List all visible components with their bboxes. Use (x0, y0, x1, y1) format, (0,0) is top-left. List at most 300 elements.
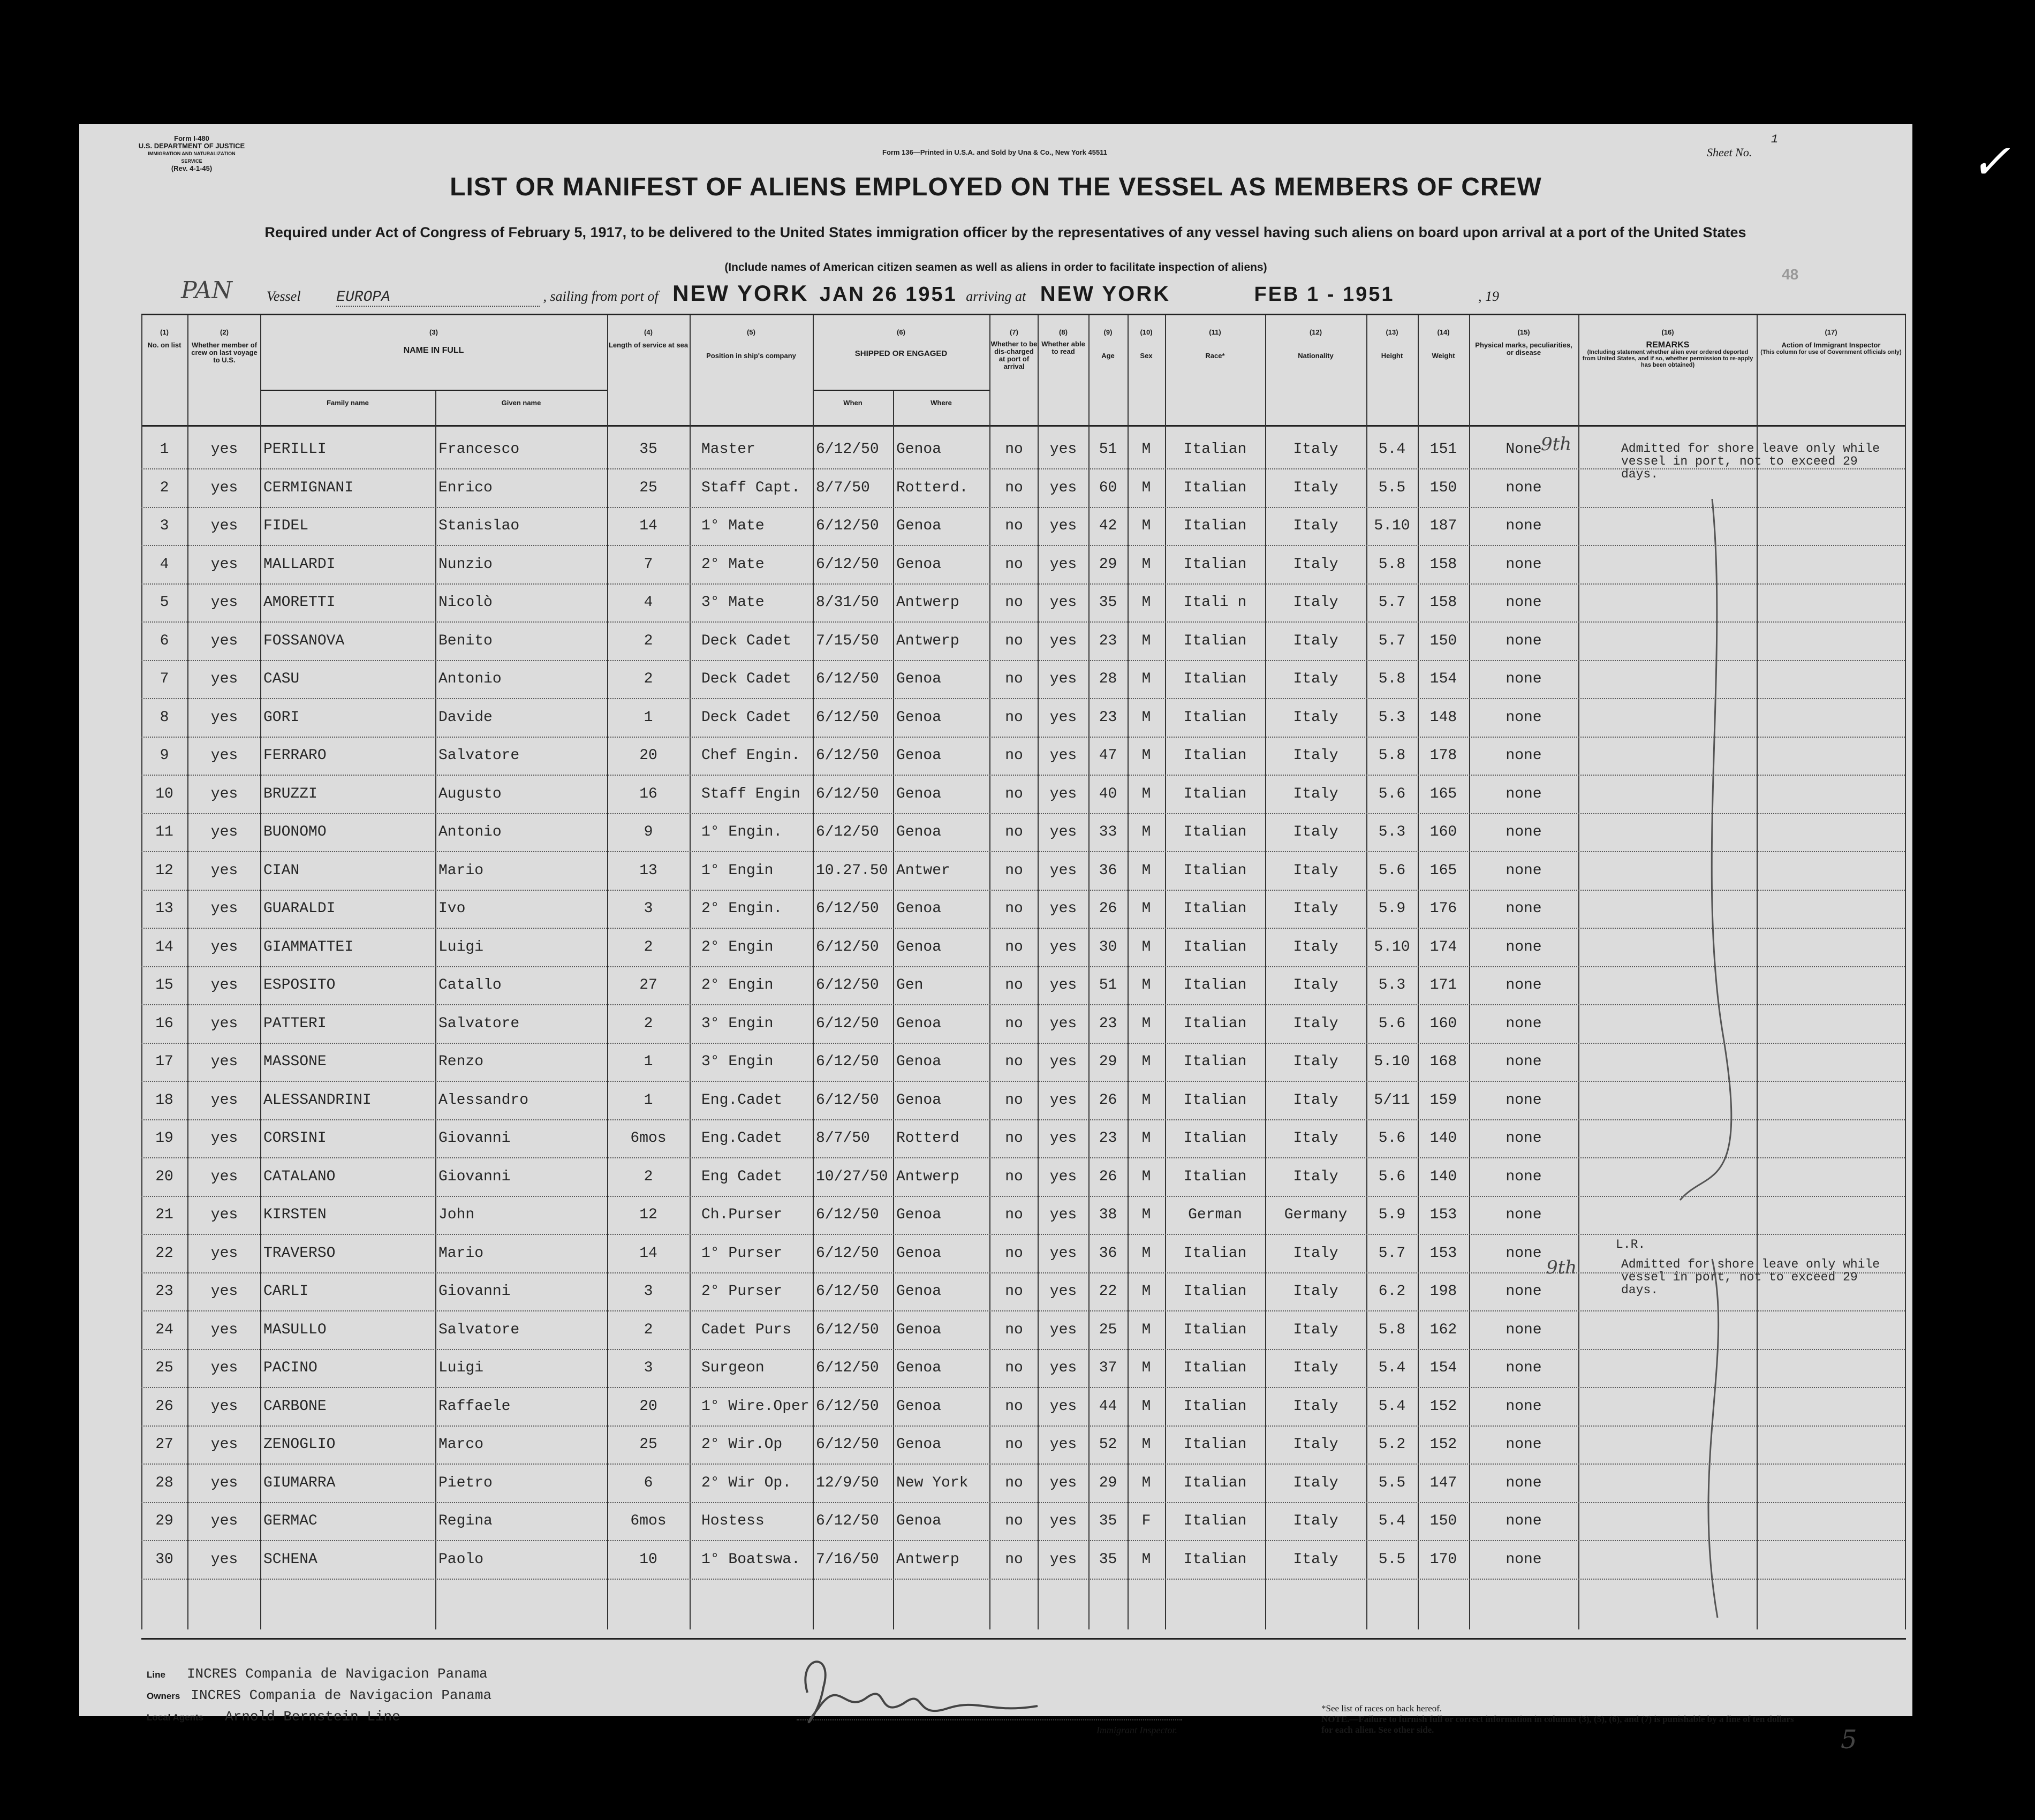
col-header-action (1759, 329, 1903, 355)
cell-discharged: no (1005, 709, 1023, 726)
cell-height: 5.4 (1378, 441, 1406, 458)
cell-discharged: no (1005, 1207, 1023, 1223)
cell-age: 22 (1099, 1283, 1117, 1300)
col-header-discharged (990, 329, 1038, 370)
cell-shipped-when: 6/12/50 (816, 1245, 879, 1262)
cell-shipped-where: Antwer (896, 862, 950, 879)
cell-service-length: 14 (639, 1245, 657, 1262)
cell-prev-voyage: yes (210, 1245, 238, 1262)
cell-nationality: Italy (1293, 900, 1338, 917)
cell-discharged: no (1005, 1474, 1023, 1491)
cell-service-length: 2 (644, 1321, 653, 1338)
cell-prev-voyage: yes (210, 1168, 238, 1185)
cell-sex: M (1141, 747, 1151, 764)
col-label: Sex (1140, 352, 1153, 360)
table-row (141, 928, 1905, 967)
cell-shipped-when: 6/12/50 (816, 1283, 879, 1300)
footnotes (1321, 1703, 1803, 1735)
cell-height: 5.5 (1378, 479, 1406, 496)
cell-discharged: no (1005, 938, 1023, 956)
cell-nationality: Italy (1293, 1360, 1338, 1376)
cell-shipped-where: New York (896, 1474, 969, 1491)
cell-nationality: Italy (1293, 785, 1338, 802)
col-header-when: When (843, 399, 863, 407)
cell-shipped-where: Genoa (896, 1207, 942, 1223)
cell-shipped-where: Genoa (896, 1053, 942, 1070)
manifest-sheet (79, 124, 1912, 1755)
cell-age: 35 (1099, 594, 1117, 611)
cell-weight: 198 (1429, 1283, 1457, 1300)
header-bottom-rule (141, 425, 1906, 427)
cell-prev-voyage: yes (210, 1360, 238, 1376)
cell-race: Italian (1183, 556, 1247, 573)
cell-family-name: CORSINI (263, 1130, 327, 1147)
cell-service-length: 2 (644, 938, 653, 956)
cell-sex: M (1141, 1053, 1151, 1070)
cell-able-to-read: yes (1049, 977, 1077, 994)
cell-nationality: Italy (1293, 709, 1338, 726)
cell-list-number: 13 (155, 900, 173, 917)
cell-given-name: Stanislao (438, 518, 520, 534)
cell-shipped-where: Genoa (896, 824, 942, 840)
table-row (141, 545, 1905, 585)
cell-race: Italian (1183, 747, 1247, 764)
cell-weight: 159 (1429, 1091, 1457, 1109)
cell-given-name: Giovanni (438, 1130, 511, 1147)
col-label: Action of Immigrant Inspector (1781, 341, 1881, 349)
cell-sex: M (1141, 1015, 1151, 1032)
form-header-block (138, 135, 245, 172)
cell-sex: M (1141, 1168, 1151, 1185)
cell-list-number: 28 (155, 1474, 173, 1491)
cell-physical-marks: none (1506, 1436, 1542, 1453)
cell-position: Staff Capt. (701, 479, 800, 496)
cell-shipped-where: Genoa (896, 1436, 942, 1453)
col-num: (15) (1517, 328, 1530, 336)
cell-physical-marks: none (1506, 709, 1542, 726)
col-num: (9) (1103, 328, 1113, 336)
cell-sex: M (1141, 556, 1151, 573)
cell-race: Italian (1183, 900, 1247, 917)
cell-given-name: Luigi (438, 938, 484, 956)
cell-weight: 147 (1429, 1474, 1457, 1491)
page-mark-bottom: 5 (1841, 1725, 1857, 1755)
cell-discharged: no (1005, 1360, 1023, 1376)
cell-service-length: 9 (644, 824, 653, 840)
cell-given-name: Luigi (438, 1360, 484, 1376)
col-label: Height (1381, 352, 1403, 360)
table-row (141, 622, 1905, 661)
cell-shipped-when: 6/12/50 (816, 1513, 879, 1529)
cell-physical-marks: none (1506, 1053, 1542, 1070)
col-header-no (141, 329, 187, 349)
cell-list-number: 23 (155, 1283, 173, 1300)
cell-height: 5.7 (1378, 1245, 1406, 1262)
cell-shipped-when: 10/27/50 (816, 1168, 888, 1185)
cell-weight: 153 (1429, 1245, 1457, 1262)
cell-height: 5.6 (1378, 1015, 1406, 1032)
cell-shipped-when: 12/9/50 (816, 1474, 879, 1491)
sheet-value: 1 (1771, 133, 1779, 146)
cell-family-name: CARLI (263, 1283, 309, 1300)
col-header-given: Given name (501, 399, 541, 407)
cell-physical-marks: none (1506, 1091, 1542, 1109)
cell-nationality: Italy (1293, 1513, 1338, 1529)
cell-age: 23 (1099, 1015, 1117, 1032)
col-num: (1) (160, 328, 169, 336)
cell-service-length: 1 (644, 1053, 653, 1070)
cell-discharged: no (1005, 824, 1023, 840)
agents-value: Arnold Bernstein Line (225, 1709, 400, 1725)
cell-physical-marks: none (1506, 900, 1542, 917)
cell-height: 5.3 (1378, 977, 1406, 994)
col-label: Physical marks, peculiarities, or disease (1475, 341, 1572, 357)
cell-discharged: no (1005, 1168, 1023, 1185)
cell-list-number: 30 (155, 1551, 173, 1568)
col-label: No. on list (147, 341, 181, 349)
cell-sex: M (1141, 862, 1151, 879)
cell-race: Italian (1183, 938, 1247, 956)
col-header-age (1088, 329, 1128, 360)
cell-able-to-read: yes (1049, 1283, 1077, 1300)
cell-given-name: Pietro (438, 1474, 493, 1491)
cell-height: 6.2 (1378, 1283, 1406, 1300)
cell-family-name: PATTERI (263, 1015, 327, 1032)
table-row (141, 852, 1905, 891)
cell-nationality: Italy (1293, 441, 1338, 458)
cell-shipped-when: 7/15/50 (816, 632, 879, 649)
race-footnote: *See list of races on back hereof. (1321, 1703, 1442, 1713)
cell-able-to-read: yes (1049, 479, 1077, 496)
cell-given-name: Mario (438, 862, 484, 879)
cell-position: Eng.Cadet (701, 1130, 783, 1147)
cell-age: 33 (1099, 824, 1117, 840)
cell-height: 5.2 (1378, 1436, 1406, 1453)
cell-shipped-where: Genoa (896, 671, 942, 687)
cell-shipped-when: 6/12/50 (816, 824, 879, 840)
table-row (141, 699, 1905, 738)
cell-sex: M (1141, 632, 1151, 649)
col-num: (16) (1661, 328, 1674, 336)
cell-service-length: 7 (644, 556, 653, 573)
cell-age: 40 (1099, 785, 1117, 802)
cell-race: Itali n (1183, 594, 1247, 611)
cell-sex: M (1141, 441, 1151, 458)
cell-sex: M (1141, 1474, 1151, 1491)
cell-nationality: Italy (1293, 938, 1338, 956)
cell-shipped-where: Antwerp (896, 594, 959, 611)
cell-prev-voyage: yes (210, 671, 238, 687)
cell-shipped-where: Genoa (896, 1015, 942, 1032)
cell-physical-marks: none (1506, 1551, 1542, 1568)
col-rule (1905, 315, 1906, 1629)
cell-race: Italian (1183, 824, 1247, 840)
cell-shipped-when: 6/12/50 (816, 747, 879, 764)
cell-position: 2° Wir Op. (701, 1474, 792, 1491)
cell-shipped-when: 6/12/50 (816, 1053, 879, 1070)
cell-position: 3° Engin (701, 1053, 774, 1070)
cell-physical-marks: none (1506, 824, 1542, 840)
cell-given-name: Enrico (438, 479, 493, 496)
table-row (141, 1043, 1905, 1082)
cell-physical-marks: none (1506, 1245, 1542, 1262)
table-row (141, 1311, 1905, 1350)
cell-prev-voyage: yes (210, 977, 238, 994)
cell-list-number: 3 (160, 518, 169, 534)
cell-weight: 168 (1429, 1053, 1457, 1070)
cell-prev-voyage: yes (210, 441, 238, 458)
cell-age: 37 (1099, 1360, 1117, 1376)
cell-list-number: 22 (155, 1245, 173, 1262)
cell-position: Deck Cadet (701, 632, 792, 649)
table-row (141, 1081, 1905, 1120)
cell-discharged: no (1005, 862, 1023, 879)
cell-service-length: 2 (644, 632, 653, 649)
cell-nationality: Italy (1293, 1091, 1338, 1109)
cell-prev-voyage: yes (210, 862, 238, 879)
cell-list-number: 5 (160, 594, 169, 611)
cell-discharged: no (1005, 556, 1023, 573)
cell-family-name: KIRSTEN (263, 1207, 327, 1223)
cell-family-name: CERMIGNANI (263, 479, 354, 496)
cell-weight: 171 (1429, 977, 1457, 994)
cell-family-name: AMORETTI (263, 594, 336, 611)
agents-label: Local Agents (147, 1712, 204, 1723)
cell-discharged: no (1005, 747, 1023, 764)
arriving-port: NEW YORK (1040, 282, 1170, 306)
cell-nationality: Italy (1293, 1245, 1338, 1262)
cell-physical-marks: none (1506, 1130, 1542, 1147)
cell-prev-voyage: yes (210, 518, 238, 534)
cell-race: Italian (1183, 709, 1247, 726)
cell-physical-marks: none (1506, 1283, 1542, 1300)
cell-height: 5.10 (1374, 938, 1410, 956)
table-row (141, 1119, 1905, 1158)
cell-given-name: Renzo (438, 1053, 484, 1070)
cell-able-to-read: yes (1049, 785, 1077, 802)
cell-able-to-read: yes (1049, 1436, 1077, 1453)
cell-service-length: 20 (639, 747, 657, 764)
cell-shipped-where: Genoa (896, 900, 942, 917)
cell-given-name: Regina (438, 1513, 493, 1529)
cell-discharged: no (1005, 632, 1023, 649)
cell-shipped-where: Genoa (896, 1360, 942, 1376)
cell-family-name: GIAMMATTEI (263, 938, 354, 956)
cell-sex: M (1141, 1207, 1151, 1223)
cell-nationality: Italy (1293, 1053, 1338, 1070)
cell-list-number: 17 (155, 1053, 173, 1070)
cell-given-name: Salvatore (438, 1321, 520, 1338)
cell-weight: 154 (1429, 671, 1457, 687)
cell-list-number: 8 (160, 709, 169, 726)
cell-discharged: no (1005, 1398, 1023, 1415)
cell-discharged: no (1005, 1091, 1023, 1109)
cell-shipped-where: Genoa (896, 556, 942, 573)
cell-height: 5.8 (1378, 671, 1406, 687)
cell-discharged: no (1005, 1015, 1023, 1032)
col-sublabel: (This column for use of Government officials only) (1760, 349, 1902, 355)
cell-nationality: Italy (1293, 977, 1338, 994)
col-label: SHIPPED OR ENGAGED (854, 349, 948, 358)
cell-list-number: 12 (155, 862, 173, 879)
cell-age: 52 (1099, 1436, 1117, 1453)
cell-weight: 150 (1429, 632, 1457, 649)
cell-discharged: no (1005, 1130, 1023, 1147)
cell-prev-voyage: yes (210, 632, 238, 649)
col-header-sex (1128, 329, 1165, 360)
cell-family-name: FOSSANOVA (263, 632, 345, 649)
remark-row-21: L.R. (1616, 1238, 1646, 1252)
cell-family-name: ALESSANDRINI (263, 1091, 372, 1109)
cell-discharged: no (1005, 1283, 1023, 1300)
cell-shipped-when: 6/12/50 (816, 518, 879, 534)
cell-able-to-read: yes (1049, 900, 1077, 917)
col-header-weight (1418, 329, 1469, 360)
cell-race: Italian (1183, 518, 1247, 534)
cell-age: 35 (1099, 1551, 1117, 1568)
cell-discharged: no (1005, 441, 1023, 458)
cell-given-name: Alessandro (438, 1091, 529, 1109)
col-header-height (1366, 329, 1418, 360)
cell-position: Chef Engin. (701, 747, 800, 764)
cell-race: Italian (1183, 1130, 1247, 1147)
cell-able-to-read: yes (1049, 594, 1077, 611)
cell-family-name: MASULLO (263, 1321, 327, 1338)
cell-physical-marks: none (1506, 785, 1542, 802)
cell-nationality: Germany (1284, 1207, 1348, 1223)
cell-weight: 178 (1429, 747, 1457, 764)
cell-weight: 154 (1429, 1360, 1457, 1376)
cell-prev-voyage: yes (210, 1474, 238, 1491)
col-header-family: Family name (327, 399, 369, 407)
remark-mark: 9th (1546, 1257, 1577, 1278)
cell-weight: 176 (1429, 900, 1457, 917)
cell-shipped-where: Gen (896, 977, 924, 994)
cell-family-name: CATALANO (263, 1168, 336, 1185)
cell-position: 2° Engin. (701, 900, 783, 917)
cell-nationality: Italy (1293, 1321, 1338, 1338)
cell-position: 3° Engin (701, 1015, 774, 1032)
cell-sex: M (1141, 1130, 1151, 1147)
table-row (141, 737, 1905, 776)
cell-height: 5.3 (1378, 709, 1406, 726)
cell-prev-voyage: yes (210, 1283, 238, 1300)
cell-given-name: Antonio (438, 671, 502, 687)
cell-list-number: 18 (155, 1091, 173, 1109)
cell-race: Italian (1183, 1015, 1247, 1032)
cell-able-to-read: yes (1049, 1168, 1077, 1185)
cell-family-name: ZENOGLIO (263, 1436, 336, 1453)
cell-height: 5.6 (1378, 1168, 1406, 1185)
cell-prev-voyage: yes (210, 900, 238, 917)
cell-prev-voyage: yes (210, 709, 238, 726)
cell-physical-marks: none (1506, 1474, 1542, 1491)
cell-age: 42 (1099, 518, 1117, 534)
cell-position: Deck Cadet (701, 709, 792, 726)
subtitle: Required under Act of Congress of February 5, 1917, to be delivered to the United States immigration officer by the representatives of any vessel having such aliens on board upon arrival at a port of the United States (264, 224, 1746, 240)
cell-age: 26 (1099, 1091, 1117, 1109)
cell-physical-marks: none (1506, 862, 1542, 879)
cell-shipped-when: 6/12/50 (816, 977, 879, 994)
col-label: Race* (1205, 352, 1225, 360)
cell-weight: 150 (1429, 479, 1457, 496)
remark-row-22: Admitted for shore leave only while vessel in port, not to exceed 29 days. (1621, 1257, 1880, 1297)
cell-discharged: no (1005, 1321, 1023, 1338)
col-num: (8) (1059, 328, 1068, 336)
cell-physical-marks: none (1506, 1360, 1542, 1376)
col-sublabel: (Including statement whether alien ever ordered deported from United States, and if so, whether permission to re-apply has been obtained) (1582, 349, 1753, 368)
cell-able-to-read: yes (1049, 1360, 1077, 1376)
cell-sex: M (1141, 1360, 1151, 1376)
col-label: REMARKS (1646, 340, 1690, 350)
cell-prev-voyage: yes (210, 1091, 238, 1109)
table-row (141, 1541, 1905, 1580)
col-header-remarks (1580, 329, 1755, 368)
table-row (141, 966, 1905, 1005)
cell-age: 29 (1099, 556, 1117, 573)
col-num: (12) (1309, 328, 1322, 336)
table-row (141, 507, 1905, 546)
cell-position: 1° Engin. (701, 824, 783, 840)
cell-discharged: no (1005, 1513, 1023, 1529)
cell-given-name: Benito (438, 632, 493, 649)
cell-shipped-where: Antwerp (896, 1551, 959, 1568)
cell-position: 1° Purser (701, 1245, 783, 1262)
cell-position: Ch.Purser (701, 1207, 783, 1223)
cell-shipped-where: Genoa (896, 441, 942, 458)
sailing-port: NEW YORK (672, 280, 809, 306)
cell-weight: 153 (1429, 1207, 1457, 1223)
cell-position: Deck Cadet (701, 671, 792, 687)
cell-list-number: 25 (155, 1360, 173, 1376)
cell-nationality: Italy (1293, 671, 1338, 687)
cell-prev-voyage: yes (210, 785, 238, 802)
cell-service-length: 12 (639, 1207, 657, 1223)
cell-position: Eng Cadet (701, 1168, 783, 1185)
cell-able-to-read: yes (1049, 938, 1077, 956)
arrival-date: FEB 1 - 1951 (1254, 283, 1395, 306)
cell-service-length: 3 (644, 900, 653, 917)
table-row (141, 1425, 1905, 1465)
cell-service-length: 25 (639, 1436, 657, 1453)
cell-service-length: 1 (644, 1091, 653, 1109)
cell-list-number: 6 (160, 632, 169, 649)
vessel-row (267, 280, 1819, 307)
cell-weight: 158 (1429, 556, 1457, 573)
cell-age: 35 (1099, 1513, 1117, 1529)
sheet-number (1707, 133, 1779, 160)
cell-family-name: PACINO (263, 1360, 317, 1376)
cell-list-number: 20 (155, 1168, 173, 1185)
sailing-date: JAN 26 1951 (819, 283, 957, 306)
cell-list-number: 7 (160, 671, 169, 687)
cell-family-name: GERMAC (263, 1513, 317, 1529)
cell-race: Italian (1183, 1091, 1247, 1109)
cell-weight: 151 (1429, 441, 1457, 458)
cell-sex: M (1141, 938, 1151, 956)
cell-prev-voyage: yes (210, 1207, 238, 1223)
cell-family-name: PERILLI (263, 441, 327, 458)
cell-age: 26 (1099, 1168, 1117, 1185)
cell-position: 3° Mate (701, 594, 765, 611)
cell-age: 25 (1099, 1321, 1117, 1338)
cell-service-length: 6mos (630, 1130, 667, 1147)
cell-able-to-read: yes (1049, 441, 1077, 458)
cell-able-to-read: yes (1049, 1321, 1077, 1338)
cell-shipped-where: Genoa (896, 1283, 942, 1300)
sailing-label: , sailing from port of (543, 289, 659, 304)
cell-service-length: 27 (639, 977, 657, 994)
